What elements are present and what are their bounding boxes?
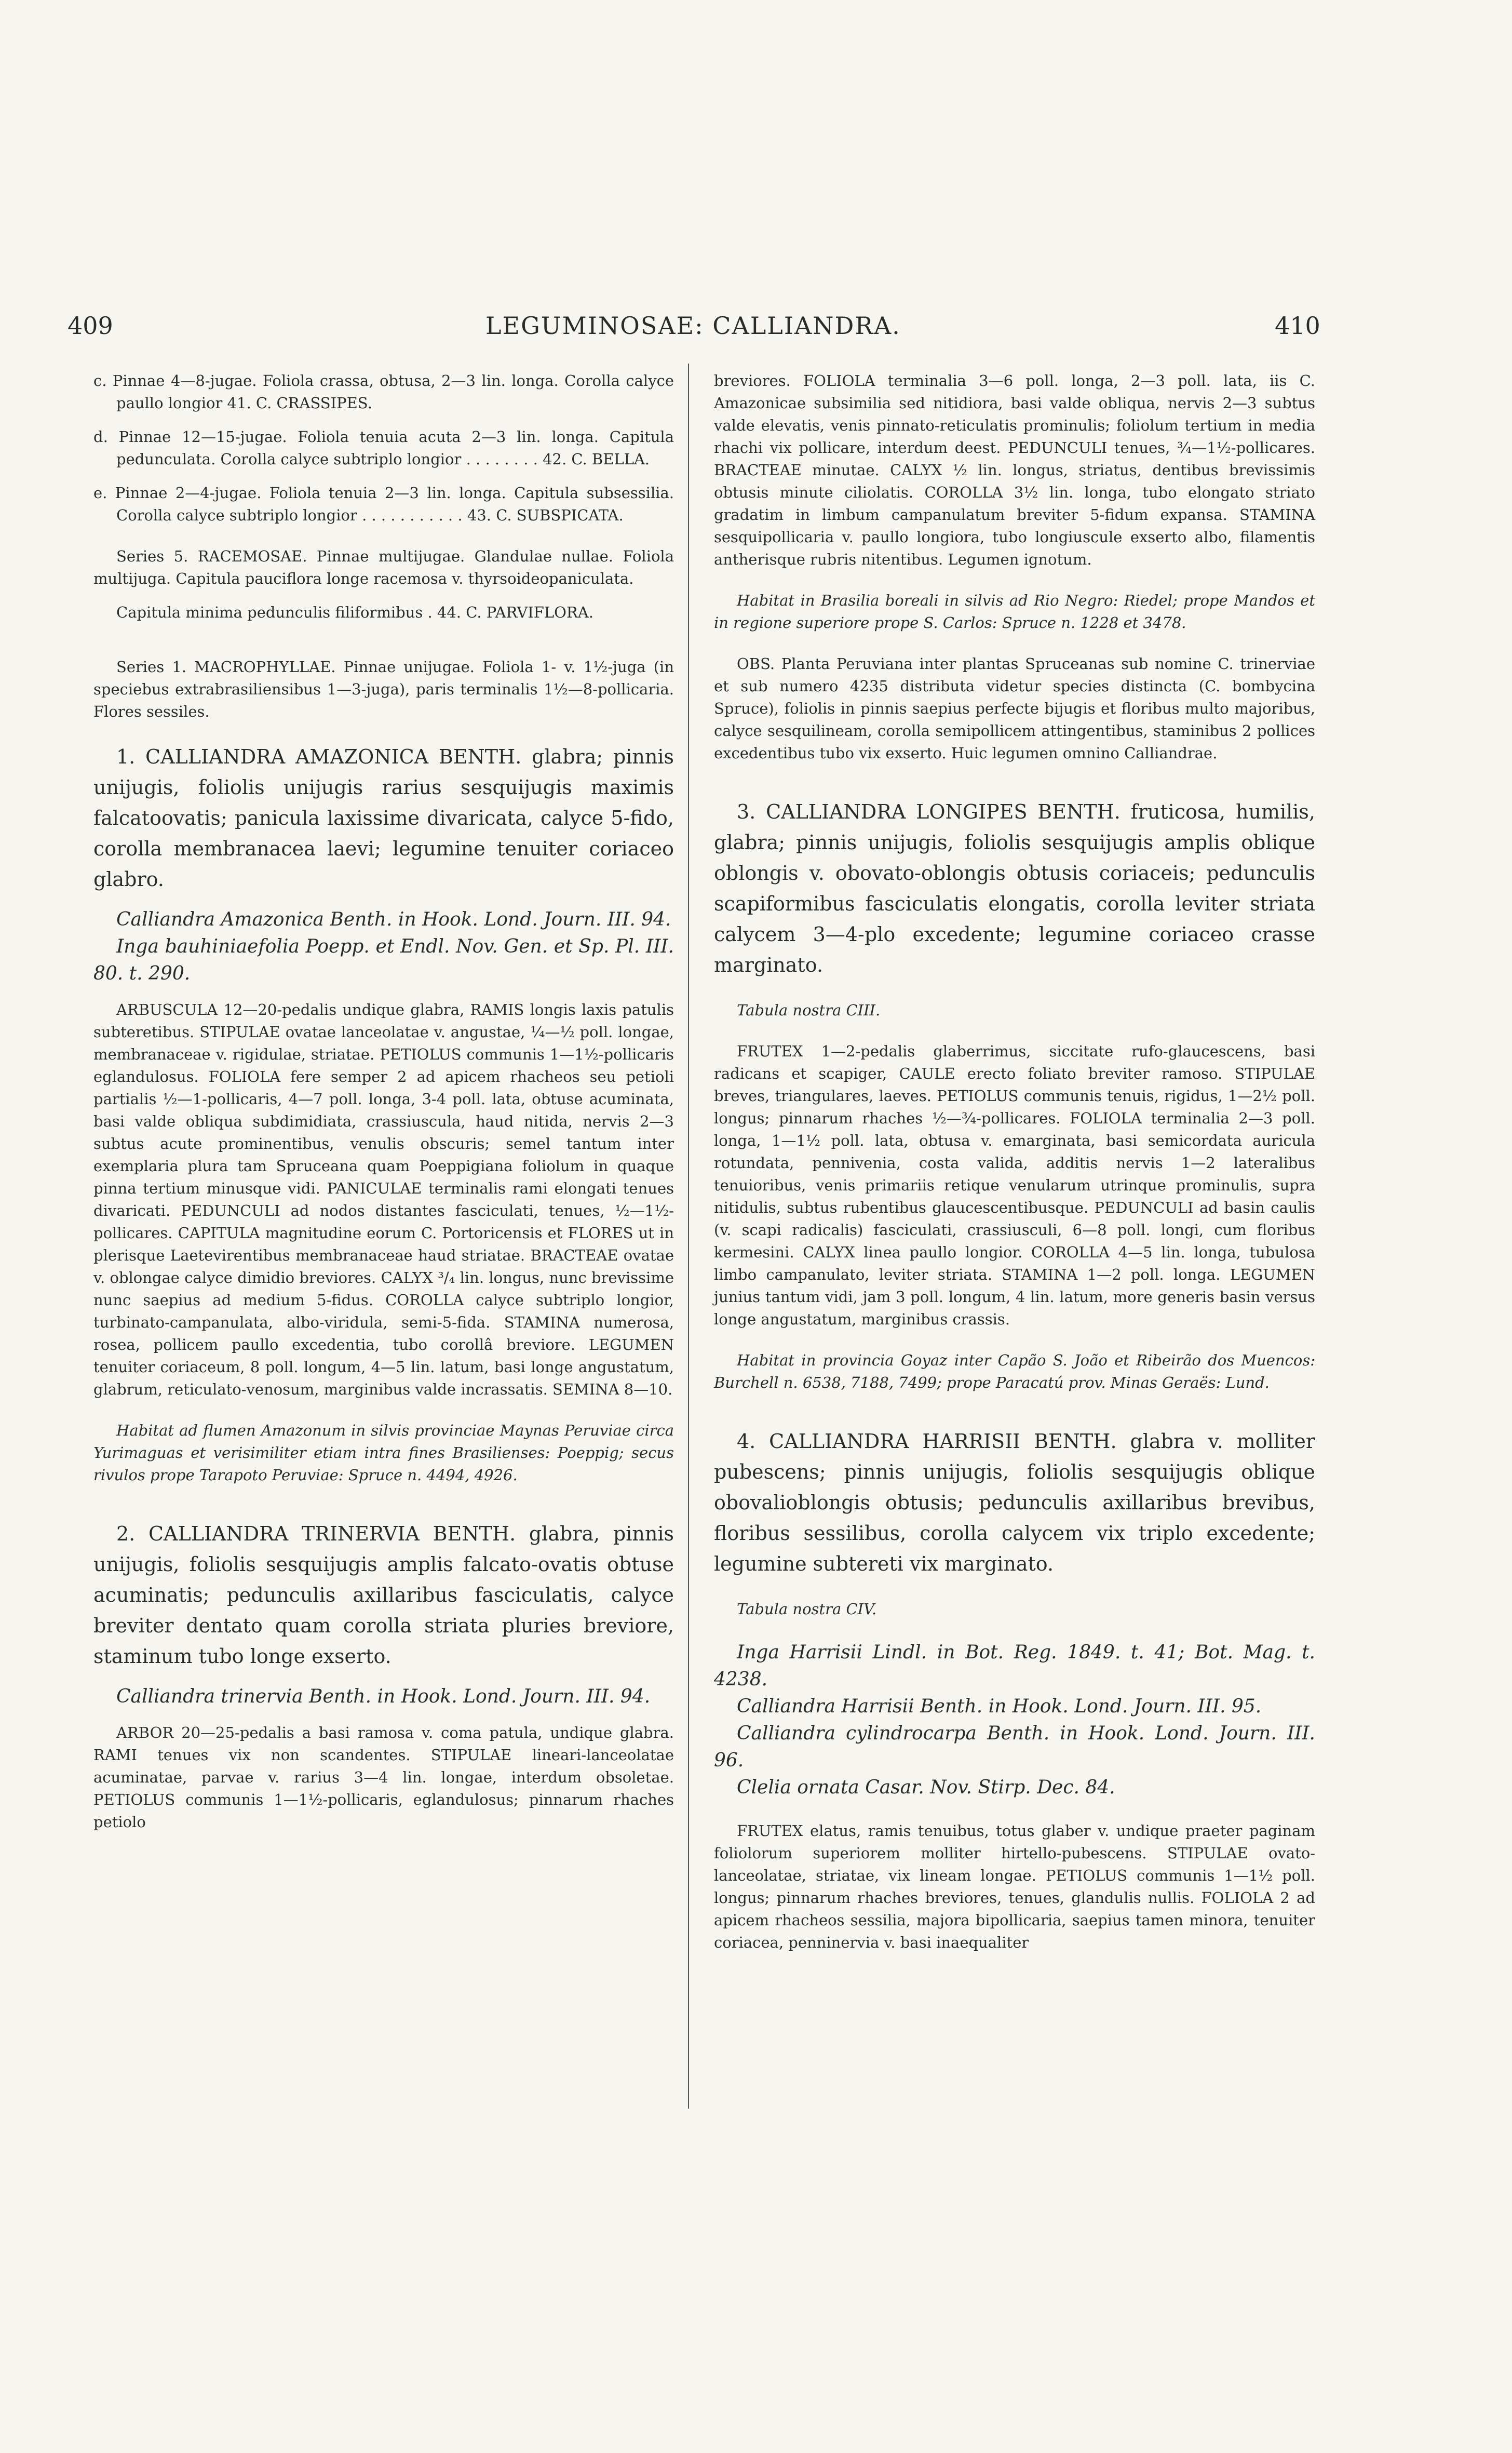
species-1-habitat: Habitat ad flumen Amazonum in silvis provinciae Maynas Peruviae circa Yurimaguas et verisimiliter etiam intra fines Brasilienses: Poeppig; secus rivulos prope Tarapoto Peruviae: Spruce n. 4494, 4926. xyxy=(93,1422,674,1484)
species-4-description: FRUTEX elatus, ramis tenuibus, totus glaber v. undique praeter paginam foliolorum superiorem molliter hirtello-pubescens. STIPULAE ovato-lanceolatae, striatae, vix lineam longae. PETIOLUS communis 1—1½ poll. longus; pinnarum rhaches breviores, tenues, glandulis nullis. FOLIOLA 2 ad apicem rhacheos sessilia, majora bipollicaria, saepius tamen minora, tenuiter coriacea, penninervia v. basi inaequaliter xyxy=(714,1822,1315,1951)
species-3-description: FRUTEX 1—2-pedalis glaberrimus, siccitate rufo-glaucescens, basi radicans et scapiger, CAULE erecto foliato breviter ramoso. STIPULAE breves, triangulares, laeves. PETIOLUS communis tenuis, rigidus, 1—2½ poll. longus; pinnarum rhaches ½—¾-pollicares. FOLIOLA terminalia 2—3 poll. longa, 1—1½ poll. lata, obtusa v. emarginata, basi semicordata auricula rotundata, pennivenia, costa valida, additis nervis 1—2 lateralibus tenuioribus, venis primariis retique venularum utrinque prominulis, supra nitidulis, subtus rubentibus glaucescentibusque. PEDUNCULI ad basin caulis (v. scapi radicalis) fasciculati, crassiusculi, 6—8 poll. longi, cum floribus kermesini. CALYX linea paullo longior. COROLLA 4—5 lin. longa, tubulosa limbo campanulato, leviter striata. STAMINA 1—2 poll. longa. LEGUMEN junius tantum vidi, jam 3 poll. longum, 4 lin. latum, more generis basin versus longe angustatum, marginibus crassis. xyxy=(714,1042,1315,1328)
species-2-observation: OBS. Planta Peruviana inter plantas Spruceanas sub nomine C. trinerviae et sub numero 4235 distributa videtur species distincta (C. bombycina Spruce), foliolis in pinnis saepius perfecte bijugis et floribus multo majoribus, calyce sesquilineam, corolla semipollicem attingentibus, staminibus 2 pollices excedentibus tubo vix exserto. Huic legumen omnino Calliandrae. xyxy=(714,655,1315,762)
species-4-synonym-1: Inga Harrisii Lindl. in Bot. Reg. 1849. t. 41; Bot. Mag. t. 4238. xyxy=(714,1642,1315,1690)
species-4-plate: Tabula nostra CIV. xyxy=(737,1600,877,1618)
species-3-habitat: Habitat in provincia Goyaz inter Capão S. João et Ribeirão dos Muencos: Burchell n. 6538, 7188, 7499; prope Paracatú prov. Minas Geraës: Lund. xyxy=(714,1351,1315,1391)
species-1-synonym-1: Calliandra Amazonica Benth. in Hook. Lond. Journ. III. 94. xyxy=(116,909,671,930)
species-4-synonym-3: Calliandra cylindrocarpa Benth. in Hook. Lond. Journ. III. 96. xyxy=(714,1723,1315,1771)
species-2-synonym: Calliandra trinervia Benth. in Hook. Lond. Journ. III. 94. xyxy=(116,1686,651,1707)
species-4-synonym-2: Calliandra Harrisii Benth. in Hook. Lond. Journ. III. 95. xyxy=(737,1696,1262,1717)
species-3-diagnosis: 3. CALLIANDRA LONGIPES BENTH. fruticosa, humilis, glabra; pinnis unijugis, foliolis sesquijugis amplis oblique oblongis v. obovato-oblongis obtusis coriaceis; pedunculis scapiformibus fasciculatis elongatis, corolla leviter striata calycem 3—4-plo excedente; legumine coriaceo crasse marginato. xyxy=(714,800,1315,976)
species-2-diagnosis: 2. CALLIANDRA TRINERVIA BENTH. glabra, pinnis unijugis, foliolis sesquijugis amplis falcato-ovatis obtuse acuminatis; pedunculis axillaribus fasciculatis, calyce breviter dentato quam corolla striata pluries breviore, staminum tubo longe exserto. xyxy=(93,1522,674,1668)
species-1-description: ARBUSCULA 12—20-pedalis undique glabra, RAMIS longis laxis patulis subteretibus. STIPULAE ovatae lanceolatae v. angustae, ¼—½ poll. longae, membranaceae v. rigidulae, striatae. PETIOLUS communis 1—1½-pollicaris eglandulosus. FOLIOLA fere semper 2 ad apicem rhacheos seu petioli partialis ½—1-pollicaris, 4—7 poll. longa, 3-4 poll. lata, obtuse acuminata, basi valde obliqua subdimidiata, crassiuscula, haud nitida, nervis 2—3 subtus acute prominentibus, venulis obscuris; semel tantum inter exemplaria plura tam Spruceana quam Poeppigiana foliolum in quaque pinna tertium minusque vidi. PANICULAE terminalis rami elongati tenues divaricati. PEDUNCULI ad nodos distantes fasciculati, tenues, ½—1½-pollicares. CAPITULA magnitudine eorum C. Portoricensis et FLORES ut in plerisque Laetevirentibus membranaceae haud striatae. BRACTEAE ovatae v. oblongae calyce dimidio breviores. CALYX ³/₄ lin. longus, nunc brevissime nunc saepius ad medium 5-fidus. COROLLA calyce subtriplo longior, turbinato-campanulata, albo-viridula, semi-5-fida. STAMINA numerosa, rosea, pollicem paullo excedentia, tubo corollâ breviore. LEGUMEN tenuiter coriaceum, 8 poll. longum, 4—5 lin. latum, basi longe angustatum, glabrum, reticulato-venosum, marginibus valde incrassatis. SEMINA 8—10. xyxy=(93,1001,674,1398)
species-3-plate: Tabula nostra CIII. xyxy=(737,1001,881,1019)
series-5-heading: Series 5. RACEMOSAE. Pinnae multijugae. Glandulae nullae. Foliola multijuga. Capitula pauciflora longe racemosa v. thyrsoideopaniculata. xyxy=(93,547,674,587)
species-1-synonym-2: Inga bauhiniaefolia Poepp. et Endl. Nov. Gen. et Sp. Pl. III. 80. t. 290. xyxy=(93,936,674,984)
left-column xyxy=(93,370,674,1833)
running-title: LEGUMINOSAE: CALLIANDRA. xyxy=(485,312,901,340)
species-4-synonym-4: Clelia ornata Casar. Nov. Stirp. Dec. 84. xyxy=(737,1777,1115,1798)
key-entry-d: d. Pinnae 12—15-jugae. Foliola tenuia acuta 2—3 lin. longa. Capitula pedunculata. Corolla calyce subtriplo longior . . . . . . . . 42. C. BELLA. xyxy=(93,428,674,468)
page-number-left: 409 xyxy=(68,312,113,340)
species-2-description-continued: breviores. FOLIOLA terminalia 3—6 poll. longa, 2—3 poll. lata, iis C. Amazonicae subsimilia sed nitidiora, basi valde obliqua, nervis 2—3 subtus valde elevatis, venis pinnato-reticulatis prominulis; foliolum tertium in media rhachi vix pollicare, interdum deest. PEDUNCULI tenues, ¾—1½-pollicares. BRACTEAE minutae. CALYX ½ lin. longus, striatus, dentibus brevissimis obtusis minute ciliolatis. COROLLA 3½ lin. longa, tubo elongato striato gradatim in limbum campanulatum breviter 5-fidum expansa. STAMINA sesquipollicaria v. paullo longiora, tubo longiuscule exserto albo, filamentis antherisque rubris nitentibus. Legumen ignotum. xyxy=(714,372,1315,568)
series-1-heading: Series 1. MACROPHYLLAE. Pinnae unijugae. Foliola 1- v. 1½-juga (in speciebus extrabrasiliensibus 1—3-juga), paris terminalis 1½—8-pollicaria. Flores sessiles. xyxy=(93,658,674,720)
species-4-diagnosis: 4. CALLIANDRA HARRISII BENTH. glabra v. molliter pubescens; pinnis unijugis, foliolis sesquijugis oblique obovalioblongis obtusis; pedunculis axillaribus brevibus, floribus sessilibus, corolla calycem vix triplo excedente; legumine subtereti vix marginato. xyxy=(714,1430,1315,1575)
key-entry-c: c. Pinnae 4—8-jugae. Foliola crassa, obtusa, 2—3 lin. longa. Corolla calyce paullo longior 41. C. CRASSIPES. xyxy=(93,372,674,412)
species-2-description: ARBOR 20—25-pedalis a basi ramosa v. coma patula, undique glabra. RAMI tenues vix non scandentes. STIPULAE lineari-lanceolatae acuminatae, parvae v. rarius 3—4 lin. longae, interdum obsoletae. PETIOLUS communis 1—1½-pollicaris, eglandulosus; pinnarum rhaches petiolo xyxy=(93,1724,674,1831)
species-2-habitat: Habitat in Brasilia boreali in silvis ad Rio Negro: Riedel; prope Mandos et in regione superiore prope S. Carlos: Spruce n. 1228 et 3478. xyxy=(714,592,1315,632)
key-entry-e: e. Pinnae 2—4-jugae. Foliola tenuia 2—3 lin. longa. Capitula subsessilia. Corolla calyce subtriplo longior . . . . . . . . . . . 43. C. SUBSPICATA. xyxy=(93,484,674,524)
page-number-right: 410 xyxy=(1275,312,1320,340)
series-5-key: Capitula minima pedunculis filiformibus . 44. C. PARVIFLORA. xyxy=(116,604,593,621)
right-column xyxy=(714,370,1315,1954)
species-1-diagnosis: 1. CALLIANDRA AMAZONICA BENTH. glabra; pinnis unijugis, foliolis unijugis rarius sesquijugis maximis falcatoovatis; panicula laxissime divaricata, calyce 5-fido, corolla membranacea laevi; legumine tenuiter coriaceo glabro. xyxy=(93,745,674,891)
column-divider xyxy=(688,364,689,2109)
